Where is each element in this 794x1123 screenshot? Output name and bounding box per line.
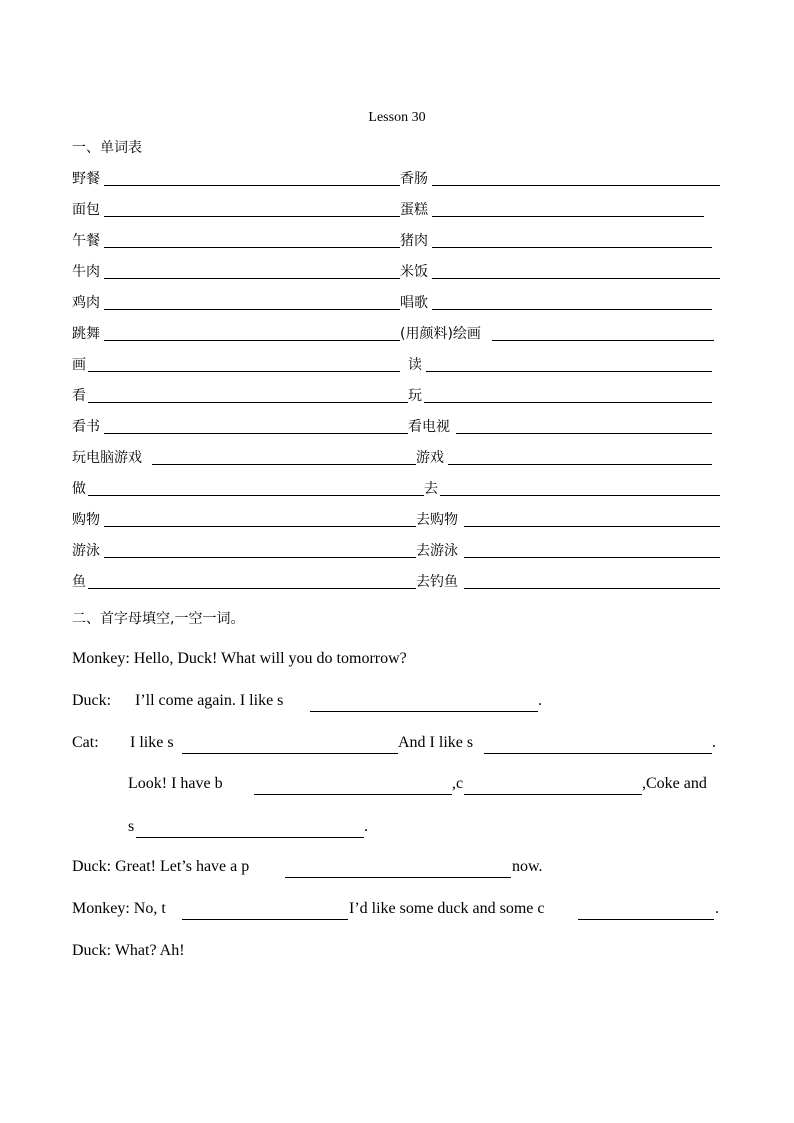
vocab-row [72, 354, 722, 376]
vocab-word-right: 猪肉 [400, 233, 428, 249]
dialogue-punct: . [712, 734, 716, 751]
speaker-label: Cat: [72, 734, 99, 751]
vocab-word-left: 鸡肉 [72, 295, 100, 311]
vocab-row [72, 540, 722, 562]
vocab-word-left: 牛肉 [72, 264, 100, 280]
vocab-row [72, 199, 722, 221]
answer-blank[interactable] [448, 464, 712, 465]
vocab-word-right: 看电视 [408, 419, 450, 435]
vocab-word-right: 米饭 [400, 264, 428, 280]
answer-blank[interactable] [104, 185, 400, 186]
answer-blank[interactable] [432, 278, 720, 279]
vocab-word-right: 去 [424, 481, 438, 497]
dialogue-punct: . [538, 692, 542, 709]
vocab-word-left: 看 [72, 388, 86, 404]
answer-blank[interactable] [104, 247, 400, 248]
answer-blank[interactable] [254, 794, 452, 795]
vocab-word-right: 去购物 [416, 512, 458, 528]
vocab-word-left: 玩电脑游戏 [72, 450, 142, 466]
vocab-word-left: 游泳 [72, 543, 100, 559]
dialogue-punct: . [364, 818, 368, 835]
answer-blank[interactable] [578, 919, 714, 920]
vocab-word-left: 野餐 [72, 171, 100, 187]
dialogue-text: Look! I have b [128, 775, 223, 792]
vocab-word-left: 面包 [72, 202, 100, 218]
section-1-heading: 一、单词表 [72, 140, 142, 156]
answer-blank[interactable] [310, 711, 538, 712]
answer-blank[interactable] [88, 371, 400, 372]
vocab-word-left: 画 [72, 357, 86, 373]
vocab-word-right: 蛋糕 [400, 202, 428, 218]
dialogue-text: I’d like some duck and some c [349, 900, 545, 917]
page-title: Lesson 30 [368, 110, 426, 125]
vocab-row [72, 571, 722, 593]
vocab-row [72, 230, 722, 252]
vocab-word-right: 去游泳 [416, 543, 458, 559]
dialogue-punct: . [715, 900, 719, 917]
answer-blank[interactable] [426, 371, 712, 372]
answer-blank[interactable] [88, 402, 408, 403]
vocab-word-left: 鱼 [72, 574, 86, 590]
answer-blank[interactable] [464, 794, 642, 795]
section-2-heading: 二、首字母填空,一空一词。 [72, 611, 245, 627]
answer-blank[interactable] [136, 837, 364, 838]
answer-blank[interactable] [432, 185, 720, 186]
vocab-row [72, 323, 722, 345]
answer-blank[interactable] [484, 753, 712, 754]
answer-blank[interactable] [464, 557, 720, 558]
answer-blank[interactable] [182, 919, 348, 920]
answer-blank[interactable] [456, 433, 712, 434]
vocab-row [72, 168, 722, 190]
vocab-row [72, 385, 722, 407]
answer-blank[interactable] [104, 340, 400, 341]
answer-blank[interactable] [152, 464, 416, 465]
vocab-word-right: 唱歌 [400, 295, 428, 311]
vocab-word-right: 香肠 [400, 171, 428, 187]
dialogue-text: now. [512, 858, 543, 875]
vocab-row [72, 478, 722, 500]
vocab-word-left: 跳舞 [72, 326, 100, 342]
vocab-word-right: 去钓鱼 [416, 574, 458, 590]
answer-blank[interactable] [464, 526, 720, 527]
vocab-word-left: 看书 [72, 419, 100, 435]
vocab-row [72, 447, 722, 469]
vocab-word-right: 玩 [408, 388, 422, 404]
vocab-row [72, 261, 722, 283]
answer-blank[interactable] [432, 216, 704, 217]
dialogue-text: Duck: Great! Let’s have a p [72, 858, 250, 875]
vocab-word-left: 购物 [72, 512, 100, 528]
speaker-label: Duck: [72, 692, 112, 709]
dialogue-text: Duck: What? Ah! [72, 942, 185, 959]
vocab-row [72, 416, 722, 438]
answer-blank[interactable] [104, 433, 408, 434]
vocab-row [72, 292, 722, 314]
answer-blank[interactable] [285, 877, 511, 878]
answer-blank[interactable] [104, 309, 400, 310]
dialogue-text: I like s [130, 734, 174, 751]
dialogue-text: And I like s [398, 734, 474, 751]
dialogue-text: I’ll come again. I like s [135, 692, 284, 709]
vocab-word-right: 游戏 [416, 450, 444, 466]
vocab-word-left: 做 [72, 481, 86, 497]
vocab-word-left: 午餐 [72, 233, 100, 249]
vocab-word-right: 读 [408, 357, 422, 373]
answer-blank[interactable] [492, 340, 714, 341]
vocab-row [72, 509, 722, 531]
answer-blank[interactable] [104, 278, 400, 279]
answer-blank[interactable] [424, 402, 712, 403]
answer-blank[interactable] [88, 495, 424, 496]
answer-blank[interactable] [432, 309, 712, 310]
vocab-word-right: (用颜料)绘画 [400, 326, 481, 342]
dialogue-text: Monkey: No, t [72, 900, 166, 917]
answer-blank[interactable] [104, 216, 400, 217]
answer-blank[interactable] [182, 753, 398, 754]
answer-blank[interactable] [464, 588, 720, 589]
dialogue-text: ,Coke and [642, 775, 707, 792]
answer-blank[interactable] [104, 557, 416, 558]
answer-blank[interactable] [88, 588, 416, 589]
answer-blank[interactable] [432, 247, 712, 248]
answer-blank[interactable] [104, 526, 416, 527]
dialogue-text: Monkey: Hello, Duck! What will you do tomorrow? [72, 650, 407, 667]
dialogue-text: ,c [452, 775, 464, 792]
dialogue-text: s [128, 818, 135, 835]
answer-blank[interactable] [440, 495, 720, 496]
